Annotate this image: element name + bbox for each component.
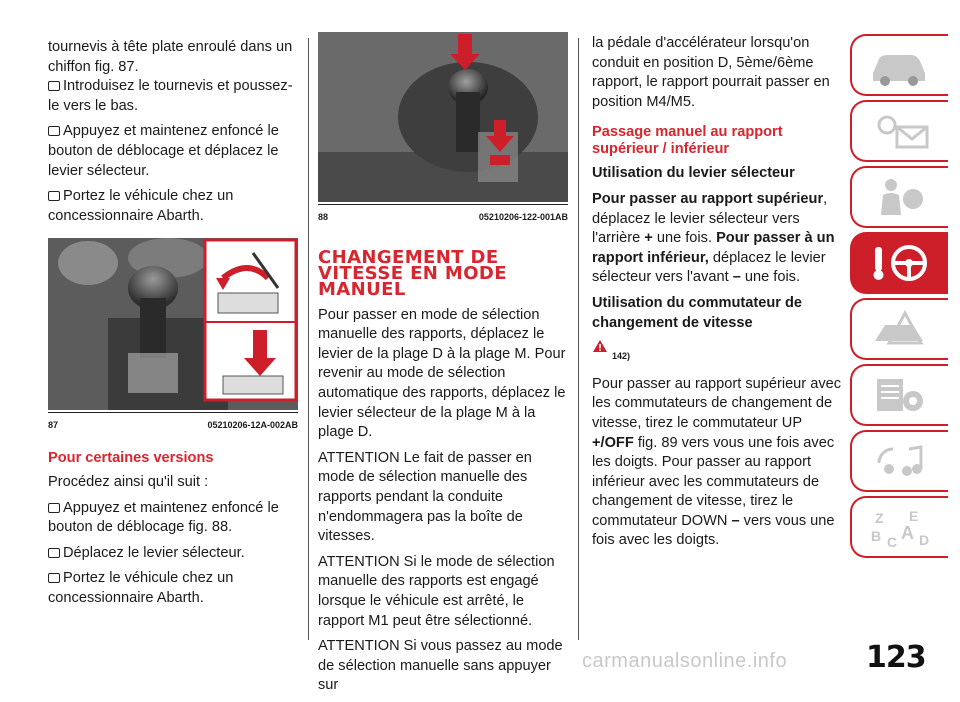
figure-number: 87 [48, 420, 59, 431]
tab-maintenance[interactable] [850, 364, 948, 426]
bullet-item: Portez le véhicule chez un concessionnaire Abarth. [48, 570, 234, 606]
subheading: Utilisation du levier sélecteur [592, 165, 795, 182]
checkbox-bullet-icon [48, 573, 60, 583]
tab-dashboard[interactable] [850, 34, 948, 96]
service-icon [865, 373, 935, 417]
tab-warning-lights[interactable] [850, 100, 948, 162]
svg-text:D: D [919, 532, 930, 548]
bullet-item: Portez le véhicule chez un concessionnaire Abarth. [48, 188, 234, 224]
paragraph: ATTENTION Si le mode de sélection manuelle des rapports est engagé lorsque le véhicule est arrêté, le rapport M1 peut être sélectionné. [318, 553, 555, 629]
column-divider [308, 38, 309, 640]
figure-number: 88 [318, 212, 329, 222]
checkbox-bullet-icon [48, 548, 60, 558]
column-left [48, 38, 298, 615]
subheading: Utilisation du commutateur de changement de vitesse [592, 294, 803, 331]
bullet-item: Introduisez le tournevis et poussez-le vers le bas. [48, 78, 293, 114]
warning-reference [592, 339, 844, 367]
checkbox-bullet-icon [48, 191, 60, 201]
tab-multimedia[interactable] [850, 430, 948, 492]
paragraph: ATTENTION Le fait de passer en mode de sélection manuelle des rapports pendant la conduite n'endommagera pas la boîte de vitesses. [318, 449, 532, 545]
section-heading: Pour certaines versions [48, 449, 214, 466]
column-right [592, 34, 844, 557]
column-divider [578, 38, 579, 640]
gear-lever-photo-icon [48, 238, 298, 410]
figure-caption [48, 412, 298, 436]
multimedia-icon [865, 439, 935, 483]
intro-line2: chiffon fig. 87. [48, 58, 139, 75]
paragraph: Pour passer en mode de sélection manuelle des rapports, déplacez le levier de la plage D à la plage M. Pour revenir au mode de sélection automatique des rapports, déplacez le levier sélecteur de la plage M à la plage D. [318, 306, 566, 441]
tab-index[interactable] [850, 496, 948, 558]
figure-caption [318, 204, 568, 228]
bullet-item: Déplacez le levier sélecteur. [48, 544, 298, 564]
checkbox-bullet-icon [48, 81, 60, 91]
chapter-tabs [850, 34, 948, 562]
tab-safety[interactable] [850, 166, 948, 228]
checkbox-bullet-icon [48, 503, 60, 513]
paragraph: Pour passer au rapport supérieur, déplacez le levier sélecteur vers l'arrière + une fois. Pour passer à un rapport inférieur, déplacez le levier sélecteur vers l'avant – une fois. [592, 190, 835, 286]
warning-lights-icon [865, 109, 935, 153]
intro-line1: tournevis à tête plate enroulé dans un [48, 39, 293, 55]
svg-text:B: B [871, 528, 882, 544]
tab-emergency[interactable] [850, 298, 948, 360]
column-middle [318, 0, 568, 702]
figure-code: 05210206-12A-002AB [207, 420, 298, 431]
paragraph: la pédale d'accélérateur lorsqu'on conduit en position D, 5ème/6ème rapport, le rapport pourrait passer en position M4/M5. [592, 35, 830, 110]
section-heading: Passage manuel au rapport supérieur / inférieur [592, 124, 783, 158]
gear-knob-photo-icon [318, 32, 568, 202]
figure-code: 05210206-122-001AB [478, 212, 568, 222]
warning-ref-number: 142) [612, 351, 631, 362]
page-number: 123 [866, 640, 926, 675]
svg-text:Z: Z [875, 510, 884, 526]
intro-text: Procédez ainsi qu'il suit : [48, 473, 209, 490]
paragraph: ATTENTION Si vous passez au mode de sélection manuelle sans appuyer sur [318, 638, 563, 694]
car-dashboard-icon [865, 43, 935, 87]
index-icon [865, 505, 935, 549]
bullet-item: Appuyez et maintenez enfoncé le bouton de déblocage fig. 88. [48, 499, 279, 536]
checkbox-bullet-icon [48, 126, 60, 136]
svg-text:E: E [909, 508, 919, 524]
svg-text:C: C [887, 534, 898, 549]
seatbelt-airbag-icon [865, 175, 935, 219]
watermark: carmanualsonline.info [582, 650, 788, 672]
paragraph: Pour passer au rapport supérieur avec les commutateurs de changement de vitesse, tirez le commutateur UP +/OFF fig. 89 vers vous une fois avec les doigts. Pour passer au rapport inférieur avec les commutateurs de changement de vitesse, tirez le commutateur DOWN – vers vous une fois avec les doigts. [592, 375, 842, 549]
breakdown-icon [865, 307, 935, 351]
bullet-item: Appuyez et maintenez enfoncé le bouton de déblocage et déplacez le levier sélecteur. [48, 123, 279, 179]
steering-wheel-key-icon [865, 241, 935, 285]
warning-triangle-icon [592, 339, 608, 353]
section-heading: CHANGEMENT DE VITESSE EN MODE MANUEL [318, 246, 507, 300]
figure-88 [318, 32, 568, 228]
figure-87 [48, 238, 298, 436]
tab-starting-driving[interactable] [850, 232, 948, 294]
svg-text:A: A [901, 523, 914, 543]
